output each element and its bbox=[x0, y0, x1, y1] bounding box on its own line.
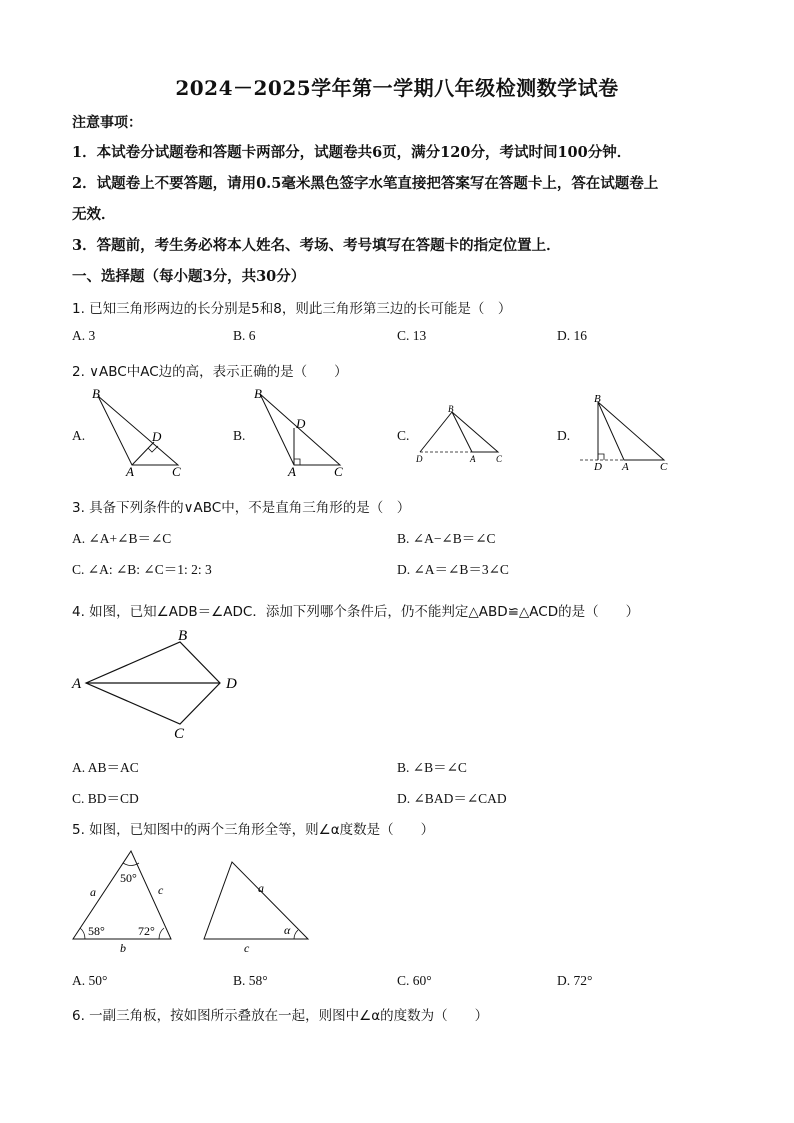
q5-angle-left: 58° bbox=[88, 924, 105, 938]
q5-side-b: b bbox=[120, 941, 126, 955]
section-heading: 一、选择题（每小题3分，共30分） bbox=[72, 268, 306, 285]
q1-stem: 1. 已知三角形两边的长分别是5和8，则此三角形第三边的长可能是（ ） bbox=[72, 301, 512, 317]
q3-option-b: B. ∠A−∠B＝∠C bbox=[397, 531, 496, 546]
q2d-label-b: B bbox=[594, 393, 601, 405]
q5-side-a: a bbox=[90, 885, 96, 899]
q2-option-b: B. bbox=[233, 428, 246, 443]
q6-stem: 6. 一副三角板，按如图所示叠放在一起，则图中∠α的度数为（ ） bbox=[72, 1008, 489, 1024]
q4-figure bbox=[68, 626, 248, 744]
note-2b: 无效． bbox=[72, 206, 116, 223]
q2d-label-d: D bbox=[594, 461, 602, 472]
q1-option-d: D. 16 bbox=[557, 328, 587, 343]
q5-option-c: C. 60° bbox=[397, 973, 432, 988]
q4-option-d: D. ∠BAD＝∠CAD bbox=[397, 791, 507, 806]
q4-label-a: A bbox=[72, 676, 82, 692]
q5-angle-top: 50° bbox=[120, 871, 137, 885]
q4-label-d: D bbox=[226, 676, 237, 692]
q4-option-c: C. BD＝CD bbox=[72, 791, 139, 806]
q5-angle-right: 72° bbox=[138, 924, 155, 938]
q2c-label-c: C bbox=[496, 454, 503, 464]
q2a-label-b: B bbox=[92, 386, 100, 401]
q2a-label-a: A bbox=[126, 464, 134, 478]
q3-option-c: C. ∠A: ∠B: ∠C＝1: 2: 3 bbox=[72, 562, 212, 577]
q3-stem: 3. 具备下列条件的∨ABC中，不是直角三角形的是（ ） bbox=[72, 500, 411, 516]
page-title: 2024－2025学年第一学期八年级检测数学试卷 bbox=[175, 76, 619, 100]
q4-option-b: B. ∠B＝∠C bbox=[397, 760, 467, 775]
q4-stem: 4. 如图，已知∠ADB＝∠ADC．添加下列哪个条件后，仍不能判定△ABD≌△ACD的是（ ） bbox=[72, 604, 640, 620]
q3-option-d: D. ∠A＝∠B＝3∠C bbox=[397, 562, 509, 577]
q2-option-a: A. bbox=[72, 428, 86, 443]
q2b-label-a: A bbox=[288, 464, 296, 478]
note-1: 1．本试卷分试题卷和答题卡两部分，试题卷共6页，满分120分，考试时间100分钟． bbox=[72, 144, 632, 161]
q5-alpha: α bbox=[284, 923, 291, 937]
q5-figure-left bbox=[66, 844, 182, 956]
q2d-label-c: C bbox=[660, 461, 668, 472]
q1-option-c: C. 13 bbox=[397, 328, 427, 343]
q2-stem: 2. ∨ABC中AC边的高，表示正确的是（ ） bbox=[72, 364, 348, 380]
q2-figure-b bbox=[250, 386, 350, 478]
q5-option-a: A. 50° bbox=[72, 973, 108, 988]
q4-label-b: B bbox=[178, 628, 188, 644]
q5-right-side-c: c bbox=[244, 941, 250, 955]
q5-right-side-a: a bbox=[258, 881, 264, 895]
q2-option-c: C. bbox=[397, 428, 410, 443]
q5-figure-right bbox=[198, 856, 316, 956]
q1-option-b: B. 6 bbox=[233, 328, 256, 343]
q5-option-b: B. 58° bbox=[233, 973, 268, 988]
q5-option-d: D. 72° bbox=[557, 973, 593, 988]
q5-side-c: c bbox=[158, 883, 164, 897]
q2b-label-c: C bbox=[334, 464, 343, 478]
q5-stem: 5. 如图，已知图中的两个三角形全等，则∠α度数是（ ） bbox=[72, 822, 435, 838]
q2-figure-c bbox=[412, 400, 512, 468]
q2-figure-a bbox=[88, 386, 188, 478]
q2-option-d: D. bbox=[557, 428, 571, 443]
note-3: 3．答题前，考生务必将本人姓名、考场、考号填写在答题卡的指定位置上． bbox=[72, 237, 561, 254]
q2c-label-b: B bbox=[448, 404, 454, 414]
note-2a: 2．试题卷上不要答题，请用0.5毫米黑色签字水笔直接把答案写在答题卡上，答在试题卷上 bbox=[72, 175, 659, 192]
q2d-label-a: A bbox=[622, 461, 629, 472]
q2b-label-d: D bbox=[296, 416, 306, 431]
q2-figure-d bbox=[578, 392, 674, 472]
q4-label-c: C bbox=[174, 726, 185, 742]
q2a-label-c: C bbox=[172, 464, 181, 478]
q4-option-a: A. AB＝AC bbox=[72, 760, 139, 775]
q2a-label-d: D bbox=[152, 429, 162, 444]
q2c-label-d: D bbox=[416, 454, 423, 464]
notes-heading: 注意事项： bbox=[72, 115, 142, 131]
q1-option-a: A. 3 bbox=[72, 328, 96, 343]
q2b-label-b: B bbox=[254, 386, 262, 401]
q2c-label-a: A bbox=[470, 454, 476, 464]
q3-option-a: A. ∠A+∠B＝∠C bbox=[72, 531, 172, 546]
